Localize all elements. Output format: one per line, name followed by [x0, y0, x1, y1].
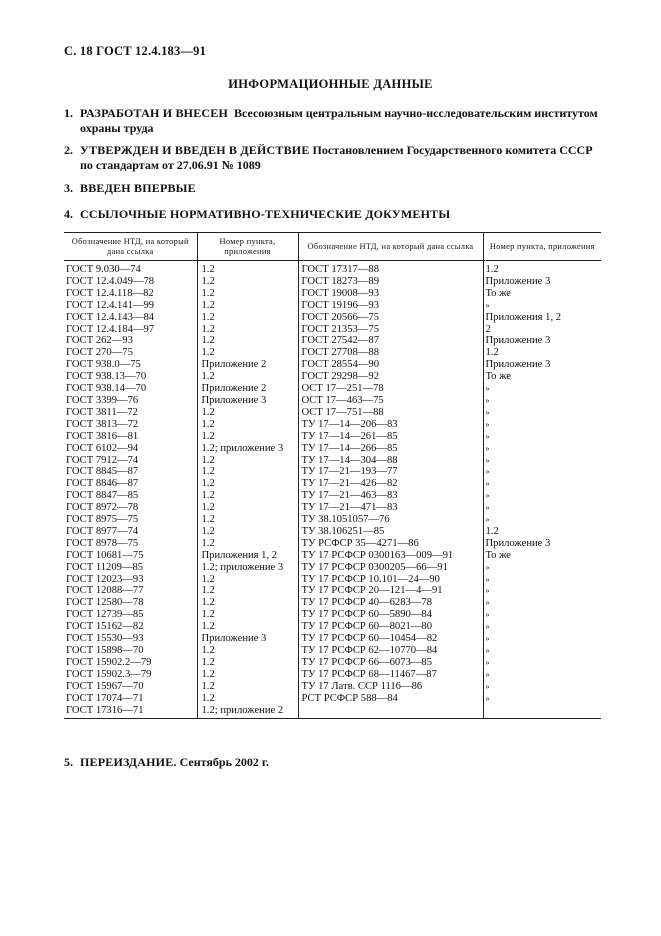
cell-clause-left: 1.2: [197, 324, 298, 336]
cell-clause-right: »: [483, 383, 601, 395]
cell-ntd-left: ГОСТ 8975—75: [66, 514, 139, 526]
cell-clause-left: 1.2: [197, 609, 298, 621]
cell-clause-right: »: [483, 585, 601, 597]
cell-clause-right: »: [483, 395, 601, 407]
item-text: Всесоюзным центральным научно-исследовательским институтом охраны труда: [80, 106, 598, 135]
cell-ntd-left: ГОСТ 12088—77: [66, 585, 144, 597]
cell-clause-left: 1.2: [197, 407, 298, 419]
cell-ntd-right: ГОСТ 19008—93: [298, 288, 483, 300]
cell-ntd-right: ТУ 17 РСФСР 0300205—66—91: [298, 562, 483, 574]
cell-clause-left: 1.2: [197, 300, 298, 312]
cell-clause-left: 1.2: [197, 621, 298, 633]
cell-ntd-left: ГОСТ 7912—74: [66, 454, 139, 466]
cell-clause-right: 1.2: [483, 347, 601, 359]
cell-ntd-right: ОСТ 17—251—78: [298, 383, 483, 395]
table-row: [64, 669, 601, 681]
cell-clause-right: »: [483, 300, 601, 312]
header-ntd-left: Обозначение НТД, на который дана ссылка: [64, 233, 197, 261]
cell-ntd-left: ГОСТ 15530—93: [66, 633, 144, 645]
cell-clause-right: »: [483, 466, 601, 478]
cell-clause-right: Приложение 3: [483, 538, 601, 550]
cell-ntd-right: ГОСТ 29298—92: [298, 371, 483, 383]
cell-ntd-left: ГОСТ 3813—72: [66, 418, 139, 430]
table-row: [64, 419, 601, 431]
cell-ntd-left: ГОСТ 9.030—74: [66, 264, 141, 275]
cell-clause-right: »: [483, 431, 601, 443]
cell-clause-right: Приложения 1, 2: [483, 312, 601, 324]
table-row: [64, 621, 601, 633]
table-row: [64, 288, 601, 300]
cell-clause-left: 1.2: [197, 276, 298, 288]
item-number: 2.: [64, 143, 73, 157]
item-first-introduced: [64, 181, 604, 196]
cell-clause-right: »: [483, 597, 601, 609]
cell-ntd-left: ГОСТ 15902.2—79: [66, 656, 152, 668]
cell-ntd-right: ТУ 17 РСФСР 60—8021—80: [298, 621, 483, 633]
cell-clause-right: »: [483, 681, 601, 693]
cell-ntd-left: ГОСТ 12.4.118—82: [66, 287, 154, 299]
table-row: [64, 538, 601, 550]
cell-clause-left: 1.2: [197, 371, 298, 383]
cell-ntd-right: ТУ 17 Латв. ССР 1116—86: [298, 681, 483, 693]
cell-ntd-right: ТУ 17 РСФСР 10.101—24—90: [298, 574, 483, 586]
cell-ntd-right: ТУ 17 РСФСР 60—10454—82: [298, 633, 483, 645]
cell-ntd-left: ГОСТ 8977—74: [66, 525, 139, 537]
cell-ntd-right: ТУ 17—14—261—85: [298, 431, 483, 443]
cell-ntd-left: ГОСТ 12739—85: [66, 609, 144, 621]
item-heading: УТВЕРЖДЕН И ВВЕДЕН В ДЕЙСТВИЕ: [80, 143, 310, 157]
cell-ntd-left: ГОСТ 6102—94: [66, 442, 139, 454]
item-heading: ВВЕДЕН ВПЕРВЫЕ: [80, 181, 196, 195]
cell-ntd-left: ГОСТ 15162—82: [66, 621, 144, 633]
cell-ntd-left: ГОСТ 12.4.143—84: [66, 311, 155, 323]
cell-ntd-left: ГОСТ 12.4.141—99: [66, 299, 155, 311]
cell-ntd-left: ГОСТ 938.0—75: [66, 359, 141, 371]
header-ntd-right: Обозначение НТД, на который дана ссылка: [298, 233, 483, 261]
table-row: [64, 693, 601, 705]
cell-clause-right: »: [483, 490, 601, 502]
cell-clause-left: 1.2: [197, 693, 298, 705]
cell-clause-left: 1.2; приложение 2: [197, 705, 298, 719]
cell-ntd-right: ТУ 17—21—471—83: [298, 502, 483, 514]
item-number: 3.: [64, 181, 73, 195]
table-row: [64, 657, 601, 669]
cell-clause-right: »: [483, 407, 601, 419]
cell-clause-left: 1.2; приложение 3: [197, 562, 298, 574]
cell-ntd-left: ГОСТ 938.14—70: [66, 383, 147, 395]
cell-ntd-right: ТУ 17 РСФСР 66—6073—85: [298, 657, 483, 669]
header-clause-right: Номер пункта, приложения: [483, 233, 601, 261]
cell-clause-right: »: [483, 669, 601, 681]
item-developed: [64, 106, 604, 136]
cell-ntd-right: ТУ 17—14—304—88: [298, 455, 483, 467]
table-row: [64, 645, 601, 657]
cell-ntd-right: ТУ 17 РСФСР 20—121—4—91: [298, 585, 483, 597]
cell-ntd-right: ТУ 17 РСФСР 0300163—009—91: [298, 550, 483, 562]
item-reissue: [64, 755, 604, 770]
cell-ntd-left: ГОСТ 262—93: [66, 335, 133, 347]
running-head: С. 18 ГОСТ 12.4.183—91: [64, 44, 207, 58]
item-references: [64, 207, 604, 222]
cell-ntd-right: ГОСТ 27542—87: [298, 335, 483, 347]
section-title: ИНФОРМАЦИОННЫЕ ДАННЫЕ: [228, 77, 433, 91]
cell-ntd-left: ГОСТ 270—75: [66, 347, 133, 359]
cell-clause-right: »: [483, 502, 601, 514]
cell-clause-left: 1.2: [197, 261, 298, 276]
cell-ntd-right: ГОСТ 17317—88: [298, 261, 483, 276]
table-row: [64, 585, 601, 597]
cell-ntd-right: ТУ 17—14—206—83: [298, 419, 483, 431]
cell-ntd-right: ГОСТ 19196—93: [298, 300, 483, 312]
item-heading: ПЕРЕИЗДАНИЕ.: [80, 755, 177, 769]
cell-ntd-right: ОСТ 17—463—75: [298, 395, 483, 407]
references-table: [64, 232, 601, 719]
cell-ntd-left: ГОСТ 8972—78: [66, 502, 139, 514]
cell-ntd-right: ТУ 17—21—426—82: [298, 478, 483, 490]
cell-ntd-right: ТУ РСФСР 35—4271—86: [298, 538, 483, 550]
cell-clause-left: Приложения 1, 2: [197, 550, 298, 562]
cell-clause-right: »: [483, 514, 601, 526]
cell-clause-right: 2: [483, 324, 601, 336]
cell-clause-left: 1.2: [197, 645, 298, 657]
cell-clause-left: 1.2: [197, 478, 298, 490]
table-row: [64, 407, 601, 419]
cell-clause-right: [483, 705, 601, 719]
cell-clause-left: 1.2: [197, 574, 298, 586]
item-text: Сентябрь 2002 г.: [179, 755, 270, 769]
table-body: [64, 261, 601, 719]
cell-ntd-right: ГОСТ 28554—90: [298, 359, 483, 371]
cell-clause-right: 1.2: [483, 526, 601, 538]
cell-clause-right: То же: [483, 288, 601, 300]
cell-ntd-right: ГОСТ 27708—88: [298, 347, 483, 359]
cell-clause-left: Приложение 3: [197, 633, 298, 645]
cell-clause-right: »: [483, 621, 601, 633]
cell-clause-left: 1.2: [197, 419, 298, 431]
cell-clause-left: 1.2; приложение 3: [197, 443, 298, 455]
table-row: [64, 633, 601, 645]
cell-clause-left: 1.2: [197, 347, 298, 359]
cell-clause-left: 1.2: [197, 335, 298, 347]
cell-clause-right: Приложение 3: [483, 335, 601, 347]
cell-ntd-left: ГОСТ 10681—75: [66, 549, 144, 561]
cell-clause-right: »: [483, 657, 601, 669]
cell-clause-right: Приложение 3: [483, 359, 601, 371]
item-number: 1.: [64, 106, 73, 120]
table-row: [64, 300, 601, 312]
table-row: [64, 371, 601, 383]
table-row: [64, 514, 601, 526]
cell-ntd-right: ТУ 17 РСФСР 68—11467—87: [298, 669, 483, 681]
table-row: [64, 324, 601, 336]
cell-ntd-left: ГОСТ 12023—93: [66, 573, 144, 585]
cell-clause-right: »: [483, 478, 601, 490]
table-row: [64, 347, 601, 359]
item-number: 5.: [64, 755, 73, 769]
table-row: [64, 574, 601, 586]
cell-clause-right: »: [483, 419, 601, 431]
cell-clause-right: »: [483, 574, 601, 586]
cell-clause-left: 1.2: [197, 490, 298, 502]
cell-clause-right: »: [483, 443, 601, 455]
table-row: [64, 395, 601, 407]
item-number: 4.: [64, 207, 73, 221]
cell-ntd-left: ГОСТ 12.4.049—78: [66, 275, 155, 287]
table-row: [64, 597, 601, 609]
cell-ntd-right: ТУ 17 РСФСР 62—10770—84: [298, 645, 483, 657]
cell-clause-right: »: [483, 693, 601, 705]
cell-ntd-right: ТУ 38.1051057—76: [298, 514, 483, 526]
table-row: [64, 705, 601, 719]
header-clause-left: Номер пункта, приложения: [197, 233, 298, 261]
cell-ntd-right: ТУ 17—14—266—85: [298, 443, 483, 455]
cell-clause-left: 1.2: [197, 681, 298, 693]
cell-clause-left: 1.2: [197, 455, 298, 467]
table-row: [64, 526, 601, 538]
cell-clause-left: 1.2: [197, 312, 298, 324]
table-row: [64, 335, 601, 347]
table-row: [64, 502, 601, 514]
cell-ntd-right: ТУ 17 РСФСР 40—6283—78: [298, 597, 483, 609]
cell-clause-left: 1.2: [197, 669, 298, 681]
table-row: [64, 261, 601, 276]
table-row: [64, 562, 601, 574]
cell-clause-left: 1.2: [197, 526, 298, 538]
cell-clause-left: 1.2: [197, 288, 298, 300]
cell-ntd-left: ГОСТ 8978—75: [66, 537, 139, 549]
cell-ntd-left: ГОСТ 15967—70: [66, 680, 144, 692]
cell-ntd-right: ТУ 17—21—193—77: [298, 466, 483, 478]
table-row: [64, 443, 601, 455]
cell-clause-left: 1.2: [197, 514, 298, 526]
table-row: [64, 550, 601, 562]
cell-clause-left: 1.2: [197, 466, 298, 478]
table-header-row: [64, 233, 601, 261]
cell-ntd-left: ГОСТ 17316—71: [64, 705, 197, 719]
cell-ntd-right: РСТ РСФСР 588—84: [298, 693, 483, 705]
table-row: [64, 312, 601, 324]
cell-ntd-left: ГОСТ 17074—71: [66, 692, 144, 704]
cell-ntd-left: ГОСТ 12580—78: [66, 597, 144, 609]
cell-ntd-right: ТУ 17 РСФСР 60—5890—84: [298, 609, 483, 621]
cell-clause-left: 1.2: [197, 538, 298, 550]
item-text: Постановлением Государственного комитета СССР по стандартам от 27.06.91 № 1089: [80, 143, 593, 172]
cell-ntd-left: ГОСТ 938.13—70: [66, 371, 147, 383]
table-row: [64, 455, 601, 467]
cell-clause-left: Приложение 2: [197, 383, 298, 395]
cell-clause-left: 1.2: [197, 502, 298, 514]
cell-clause-right: »: [483, 609, 601, 621]
item-approved: [64, 143, 604, 173]
cell-clause-left: 1.2: [197, 597, 298, 609]
cell-clause-right: То же: [483, 550, 601, 562]
cell-ntd-left: ГОСТ 8847—85: [66, 490, 139, 502]
cell-ntd-right: ГОСТ 20566—75: [298, 312, 483, 324]
cell-clause-left: Приложение 3: [197, 395, 298, 407]
cell-clause-left: 1.2: [197, 657, 298, 669]
table-row: [64, 478, 601, 490]
cell-clause-right: »: [483, 562, 601, 574]
cell-clause-left: 1.2: [197, 431, 298, 443]
table-row: [64, 490, 601, 502]
cell-ntd-right: ГОСТ 18273—89: [298, 276, 483, 288]
table-row: [64, 681, 601, 693]
table-row: [64, 431, 601, 443]
cell-ntd-left: ГОСТ 15898—70: [66, 645, 144, 656]
cell-ntd-left: ГОСТ 3399—76: [66, 394, 139, 406]
cell-ntd-right: ОСТ 17—751—88: [298, 407, 483, 419]
cell-clause-right: Приложение 3: [483, 276, 601, 288]
cell-ntd-left: ГОСТ 3816—81: [66, 430, 139, 442]
table-row: [64, 359, 601, 371]
table-row: [64, 276, 601, 288]
cell-ntd-left: ГОСТ 11209—85: [66, 561, 144, 573]
cell-ntd-left: ГОСТ 3811—72: [66, 406, 138, 418]
table-row: [64, 609, 601, 621]
cell-clause-right: »: [483, 633, 601, 645]
cell-ntd-right: ТУ 17—21—463—83: [298, 490, 483, 502]
table-row: [64, 466, 601, 478]
item-heading: ССЫЛОЧНЫЕ НОРМАТИВНО-ТЕХНИЧЕСКИЕ ДОКУМЕНТЫ: [80, 207, 451, 221]
cell-clause-right: »: [483, 455, 601, 467]
cell-clause-left: Приложение 2: [197, 359, 298, 371]
cell-ntd-right: ТУ 38.106251—85: [298, 526, 483, 538]
cell-ntd-left: ГОСТ 15902.3—79: [66, 668, 152, 680]
cell-ntd-right: ГОСТ 21353—75: [298, 324, 483, 336]
cell-clause-left: 1.2: [197, 585, 298, 597]
cell-ntd-left: ГОСТ 12.4.184—97: [66, 323, 155, 335]
cell-clause-right: То же: [483, 371, 601, 383]
table-row: [64, 383, 601, 395]
cell-ntd-left: ГОСТ 8845—87: [66, 466, 139, 478]
cell-ntd-left: ГОСТ 8846—87: [66, 478, 139, 490]
cell-clause-right: »: [483, 645, 601, 657]
item-heading: РАЗРАБОТАН И ВНЕСЕН: [80, 106, 229, 120]
cell-clause-right: 1.2: [483, 261, 601, 276]
cell-ntd-right: [298, 705, 483, 719]
